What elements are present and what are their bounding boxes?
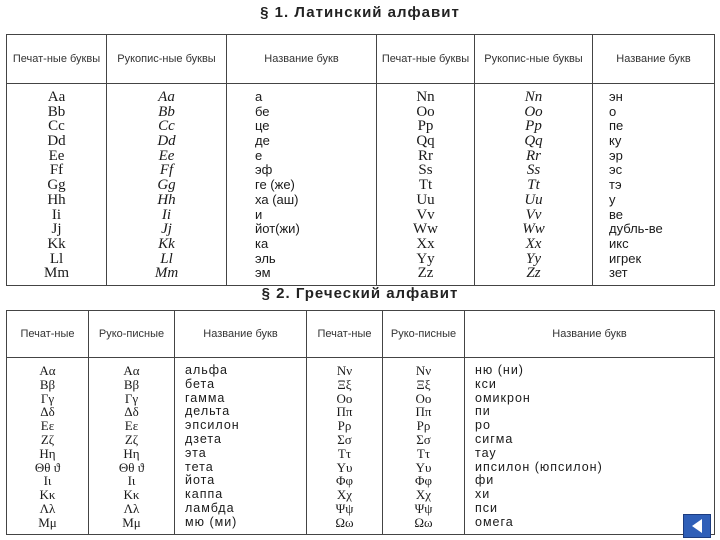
greek-header-name-left: Название букв (175, 311, 307, 358)
cell-entry: эр (609, 147, 623, 163)
cell-entry: Υυ (415, 459, 432, 475)
cell-entry: Tt (418, 177, 433, 194)
cell-entry: Ff (159, 162, 174, 179)
cell-entry: Uu (416, 191, 435, 208)
cell-entry: Tt (527, 177, 540, 194)
greek-header-name-right: Название букв (465, 311, 715, 358)
cell-entry: икс (609, 235, 629, 251)
cell-entry: эпсилон (185, 418, 240, 433)
cell-entry: йот(жи) (255, 221, 300, 237)
cell-entry: Hh (47, 191, 66, 208)
cell-entry: Oo (416, 103, 435, 120)
cell-entry: Γγ (40, 390, 55, 406)
cell-entry: ка (255, 235, 269, 251)
cell-entry: Yy (526, 250, 541, 267)
previous-slide-button[interactable] (683, 514, 711, 538)
cell-entry: йота (185, 473, 216, 488)
cell-entry: Pp (525, 118, 542, 135)
greek-heading: § 2. Греческий алфавит (261, 285, 459, 302)
cell-entry: Mm (154, 265, 179, 282)
cell-entry: зет (609, 265, 628, 281)
cell-entry: тау (475, 445, 497, 460)
cell-entry: Vv (525, 206, 542, 223)
cell-entry: Ζζ (124, 431, 139, 447)
cell-entry: хи (475, 487, 491, 502)
cell-entry: Qq (416, 133, 435, 150)
cell-entry: бета (185, 376, 216, 391)
cell-entry: Ee (48, 147, 65, 164)
cell-entry: Εε (124, 418, 139, 434)
cell-entry: Σσ (416, 431, 431, 447)
cell-entry: Ee (158, 147, 175, 164)
cell-entry: омикрон (475, 390, 531, 405)
greek-names-left-column (175, 358, 307, 535)
cell-entry: Hh (157, 191, 176, 208)
cell-entry: Ωω (414, 514, 433, 530)
cell-entry: Aa (158, 89, 175, 105)
cell-entry: Νν (336, 363, 353, 378)
cell-entry: Ππ (415, 404, 432, 420)
latin-header-name-left: Название букв (227, 35, 377, 84)
cell-entry: Ηη (123, 445, 140, 461)
cell-entry: Rr (526, 147, 541, 164)
cell-entry: эта (185, 445, 207, 460)
latin-handwritten-right-column (475, 84, 593, 286)
cell-entry: Ll (160, 250, 173, 267)
greek-header-handwritten-left: Руко-писные (89, 311, 175, 358)
cell-entry: Μμ (38, 514, 57, 530)
cell-entry: Σσ (337, 431, 352, 447)
cell-entry: Pp (417, 118, 434, 135)
cell-entry: Χχ (336, 487, 353, 503)
cell-entry: Kk (47, 235, 66, 252)
cell-entry: Jj (51, 221, 62, 238)
cell-entry: Uu (524, 191, 543, 208)
cell-entry: Εε (40, 418, 55, 434)
cell-entry: Oo (524, 103, 543, 120)
cell-entry: Ii (51, 206, 62, 223)
cell-entry: Ww (522, 221, 545, 238)
cell-entry: дзета (185, 431, 222, 446)
cell-entry: эс (609, 162, 623, 178)
cell-entry: Ζζ (40, 431, 55, 447)
cell-entry: Gg (47, 177, 66, 194)
greek-printed-right-column (307, 358, 383, 535)
greek-printed-left-column (7, 358, 89, 535)
cell-entry: Yy (416, 250, 435, 267)
cell-entry: Nn (416, 89, 435, 105)
cell-entry: бе (255, 103, 270, 119)
cell-entry: Cc (158, 118, 175, 135)
latin-header-printed-left: Печат-ные буквы (7, 35, 107, 84)
cell-entry: Ττ (416, 445, 431, 461)
greek-header-printed-right: Печат-ные (307, 311, 383, 358)
cell-entry: Ff (49, 162, 64, 179)
cell-entry: пе (609, 118, 624, 134)
cell-entry: Ψψ (414, 500, 433, 516)
cell-entry: Ττ (337, 445, 352, 461)
cell-entry: Ii (161, 206, 172, 223)
cell-entry: ге (же) (255, 177, 295, 193)
cell-entry: Bb (158, 103, 175, 120)
cell-entry: Κκ (123, 487, 140, 503)
cell-entry: Qq (524, 133, 543, 150)
cell-entry: Γγ (124, 390, 139, 406)
triangle-left-icon (684, 515, 710, 537)
cell-entry: Υυ (336, 459, 353, 475)
cell-entry: Δδ (124, 404, 139, 420)
cell-entry: Φφ (414, 473, 432, 489)
cell-entry: и (255, 206, 263, 222)
cell-entry: эль (255, 250, 276, 266)
cell-entry: Xx (416, 235, 435, 252)
cell-entry: о (609, 103, 617, 119)
latin-header-name-right: Название букв (593, 35, 715, 84)
cell-entry: игрек (609, 250, 642, 266)
cell-entry: Λλ (39, 500, 56, 516)
cell-entry: Dd (157, 133, 176, 150)
cell-entry: дубль-ве (609, 221, 663, 237)
cell-entry: ку (609, 133, 622, 149)
cell-entry: пи (475, 404, 491, 419)
cell-entry: дельта (185, 404, 231, 419)
cell-entry: це (255, 118, 270, 134)
cell-entry: Μμ (122, 514, 141, 530)
cell-entry: Ss (418, 162, 433, 179)
cell-entry: Θθ ϑ (118, 459, 145, 475)
cell-entry: Κκ (39, 487, 56, 503)
cell-entry: Kk (158, 235, 175, 252)
cell-entry: Dd (47, 133, 66, 150)
greek-alphabet-table (6, 310, 715, 535)
cell-entry: Θθ ϑ (34, 459, 61, 475)
latin-header-printed-right: Печат-ные буквы (377, 35, 475, 84)
cell-entry: омега (475, 514, 514, 529)
cell-entry: ве (609, 206, 623, 222)
cell-entry: Vv (416, 206, 435, 223)
cell-entry: Jj (161, 221, 172, 238)
cell-entry: фи (475, 473, 495, 488)
latin-header-handwritten-left: Рукопис-ные буквы (107, 35, 227, 84)
cell-entry: тэ (609, 177, 622, 193)
cell-entry: е (255, 147, 263, 163)
cell-entry: гамма (185, 390, 226, 405)
cell-entry: ха (аш) (255, 191, 299, 207)
latin-handwritten-left-column (107, 84, 227, 286)
greek-handwritten-right-column (383, 358, 465, 535)
cell-entry: Ll (49, 250, 64, 267)
cell-entry: Xx (525, 235, 542, 252)
cell-entry: Nn (524, 89, 543, 105)
cell-entry: мю (ми) (185, 514, 238, 529)
cell-entry: Νν (415, 363, 432, 378)
cell-entry: Φφ (335, 473, 353, 489)
cell-entry: у (609, 191, 616, 207)
cell-entry: де (255, 133, 270, 149)
cell-entry: Αα (123, 363, 140, 378)
cell-entry: Zz (417, 265, 434, 282)
latin-printed-right-column (377, 84, 475, 286)
cell-entry: Ss (526, 162, 541, 179)
greek-header-handwritten-right: Руко-писные (383, 311, 465, 358)
latin-names-left-column (227, 84, 377, 286)
cell-entry: сигма (475, 431, 514, 446)
cell-entry: Ηη (39, 445, 56, 461)
cell-entry: ламбда (185, 500, 235, 515)
latin-heading: § 1. Латинский алфавит (260, 4, 460, 21)
latin-printed-left-column (7, 84, 107, 286)
cell-entry: Cc (48, 118, 65, 135)
cell-entry: Ρρ (416, 418, 431, 434)
cell-entry: ню (ни) (475, 363, 524, 377)
cell-entry: Ψψ (335, 500, 354, 516)
cell-entry: Aa (47, 89, 66, 105)
cell-entry: Χχ (415, 487, 432, 503)
cell-entry: Δδ (40, 404, 55, 420)
cell-entry: Ββ (123, 376, 140, 392)
cell-entry: кси (475, 376, 497, 391)
cell-entry: Ιι (127, 473, 136, 489)
cell-entry: эм (255, 265, 271, 281)
cell-entry: тета (185, 459, 214, 474)
cell-entry: Οο (336, 390, 353, 406)
latin-names-right-column (593, 84, 715, 286)
cell-entry: эф (255, 162, 273, 178)
cell-entry: Ρρ (337, 418, 352, 434)
cell-entry: Ww (413, 221, 438, 238)
cell-entry: Ωω (335, 514, 354, 530)
cell-entry: пси (475, 500, 499, 515)
cell-entry: ро (475, 418, 491, 433)
cell-entry: Ππ (336, 404, 353, 420)
cell-entry: Rr (418, 147, 433, 164)
cell-entry: альфа (185, 363, 228, 377)
latin-alphabet-table (6, 34, 715, 286)
cell-entry: Bb (47, 103, 66, 120)
cell-entry: Mm (43, 265, 69, 282)
cell-entry: ипсилон (юпсилон) (475, 459, 603, 474)
cell-entry: каппа (185, 487, 224, 502)
greek-handwritten-left-column (89, 358, 175, 535)
cell-entry: Ββ (39, 376, 56, 392)
cell-entry: Αα (39, 363, 56, 378)
cell-entry: Ξξ (416, 376, 431, 392)
cell-entry: Ξξ (337, 376, 352, 392)
cell-entry: Gg (157, 177, 176, 194)
greek-header-printed-left: Печат-ные (7, 311, 89, 358)
cell-entry: Λλ (123, 500, 140, 516)
cell-entry: Οο (415, 390, 432, 406)
latin-header-handwritten-right: Рукопис-ные буквы (475, 35, 593, 84)
cell-entry: Ιι (43, 473, 52, 489)
cell-entry: а (255, 89, 263, 104)
cell-entry: Zz (526, 265, 541, 282)
cell-entry: эн (609, 89, 623, 104)
greek-names-right-column (465, 358, 715, 535)
